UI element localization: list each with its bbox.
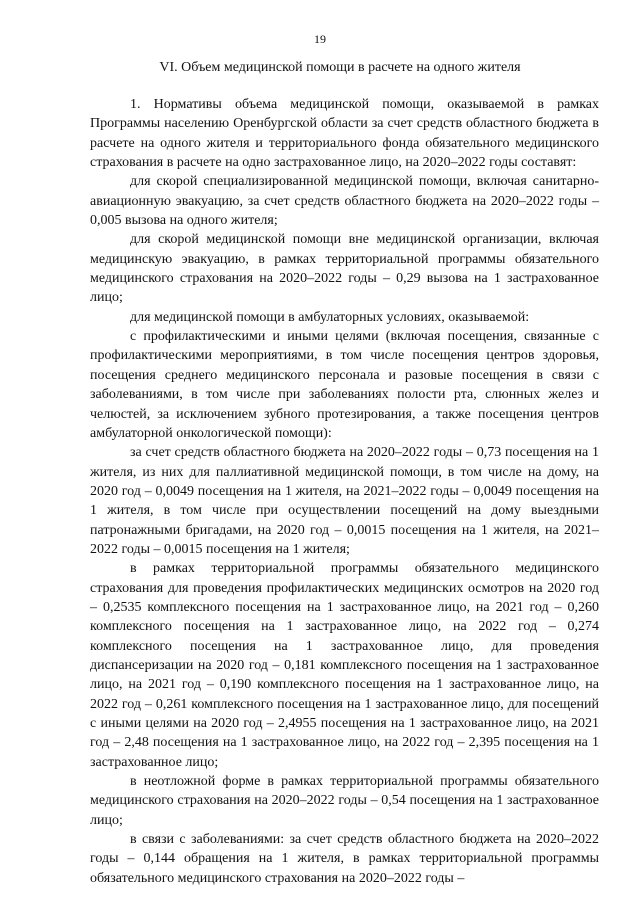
page-number: 19 bbox=[314, 32, 326, 46]
paragraph: для скорой специализированной медицинской помощи, включая санитарно-авиационную эвакуацию, за счет средств областного бюджета на 2020–2022 годы – 0,005 вызова на одного жителя; bbox=[90, 174, 599, 229]
section-title: VI. Объем медицинской помощи в расчете на одного жителя bbox=[159, 60, 521, 75]
paragraph: в связи с заболеваниями: за счет средств областного бюджета на 2020–2022 годы – 0,144 обращения на 1 жителя, в рамках территориальной программы обязательного медицинского страхования на 2020–2022 годы – bbox=[90, 832, 599, 886]
paragraph: для медицинской помощи в амбулаторных условиях, оказываемой: bbox=[130, 309, 530, 325]
paragraph: для скорой медицинской помощи вне медицинской организации, включая медицинскую эвакуацию, в рамках территориальной программы обязательного медицинского страхования на 2020–2022 годы – 0,29 вызова на 1 застрахованное лицо; bbox=[90, 232, 599, 306]
document-body bbox=[90, 95, 599, 888]
paragraph: в неотложной форме в рамках территориальной программы обязательного медицинского страхования на 2020–2022 годы – 0,54 посещения на 1 застрахованное лицо; bbox=[90, 774, 599, 828]
paragraph: 1. Нормативы объема медицинской помощи, оказываемой в рамках Программы населению Оренбургской области за счет средств областного бюджета в расчете на одного жителя и территориального фонда обязательного медицинского страхования в расчете на одно застрахованное лицо, на 2020–2022 годы составят: bbox=[90, 97, 599, 171]
paragraph: за счет средств областного бюджета на 2020–2022 годы – 0,73 посещения на 1 жителя, из них для паллиативной медицинской помощи, в том числе на дому, на 2020 год – 0,0049 посещения на 1 жителя, на 2021–2022 годы – 0,0049 посещения на 1 жителя, в том числе при осуществлении посещений на дому выездными патронажными бригадами, на 2020 год – 0,0015 посещения на 1 жителя, на 2021–2022 годы – 0,0015 посещения на 1 жителя; bbox=[90, 445, 599, 557]
paragraph: в рамках территориальной программы обязательного медицинского страхования для проведения профилактических медицинских осмотров на 2020 год – 0,2535 комплексного посещения на 1 застрахованное лицо, на 2021 год – 0,260 комплексного посещения на 1 застрахованное лицо, на 2022 год – 0,274 комплексного посещения на 1 застрахованное лицо, для проведения диспансеризации на 2020 год – 0,181 комплексного посещения на 1 застрахованное лицо, на 2021 год – 0,190 комплексного посещения на 1 застрахованное лицо, на 2022 год – 0,261 комплексного посещения на 1 застрахованное лицо, для посещений с иными целями на 2020 год – 2,4955 посещения на 1 застрахованное лицо, на 2021 год – 2,48 посещения на 1 застрахованное лицо, на 2022 год – 2,395 посещения на 1 застрахованное лицо; bbox=[90, 561, 599, 770]
paragraph: с профилактическими и иными целями (включая посещения, связанные с профилактическими мероприятиями, в том числе посещения центров здоровья, посещения среднего медицинского персонала и разовые посещения в связи с заболеваниями, в том числе при заболеваниях полости рта, слюнных желез и челюстей, за исключением зубного протезирования, а также посещения центров амбулаторной онкологической помощи): bbox=[90, 329, 599, 441]
